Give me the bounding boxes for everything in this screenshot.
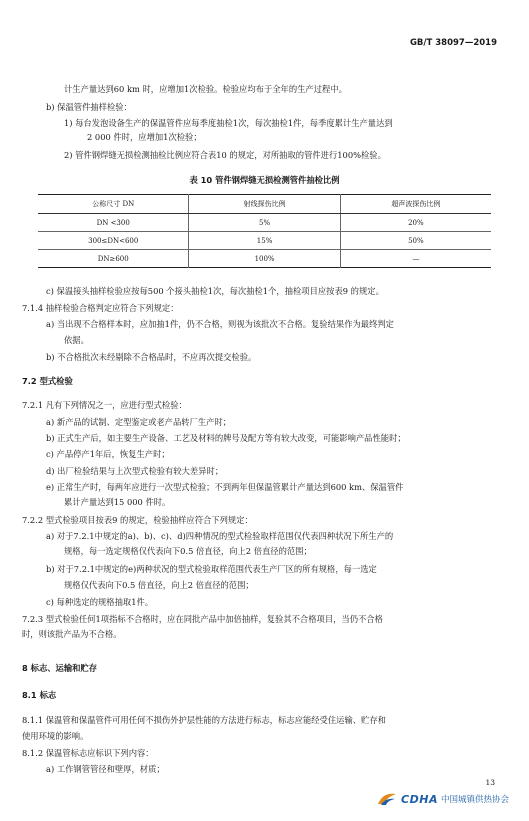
organization-name: 中国城镇供热协会 — [440, 795, 509, 805]
table-cell: 300≤DN<600 — [38, 232, 189, 250]
clause-heading: 8.1.1 保温管和保温管件可用任何不损伤外护层性能的方法进行标志，标志应能经受住运输、贮存和 — [22, 715, 386, 725]
table-caption: 表 10 管件钢焊缝无损检测管件抽检比例 — [189, 175, 340, 185]
text-line: 时，则该批产品为不合格。 — [22, 629, 122, 639]
clause-heading: 7.2.3 型式检验任何1项指标不合格时，应在同批产品中加倍抽样，复验其不合格项目，当仍不合格 — [22, 614, 383, 624]
column-header: 射线探伤比例 — [189, 195, 340, 214]
section-heading: 8.1 标志 — [22, 690, 57, 700]
text-line: d) 出厂检验结果与上次型式检验有较大差异时； — [46, 466, 224, 476]
text-line: 规格仅代表向下0.5 倍直径，向上2 倍直径的范围； — [64, 580, 254, 590]
text-line: e) 正常生产时，每两年应进行一次型式检验；不到两年但保温管累计产量达到600 km、保温管件 — [46, 482, 404, 492]
association-logo — [376, 790, 509, 808]
table-cell: 100% — [189, 250, 340, 268]
flame-logo-icon — [376, 791, 398, 807]
clause-heading: 7.2.2 型式检验项目按表9 的规定，检验抽样应符合下列规定： — [22, 515, 253, 525]
text-line: 2) 管件钢焊缝无损检测抽检比例应符合表10 的规定，对所抽取的管件进行100%检验。 — [64, 150, 386, 160]
section-heading: 7.2 型式检验 — [22, 376, 73, 386]
text-line: c) 每种选定的规格抽取1件。 — [46, 597, 154, 607]
clause-heading: 7.2.1 凡有下列情况之一，应进行型式检验： — [22, 400, 187, 410]
text-line: a) 新产品的试制、定型鉴定或老产品转厂生产时； — [46, 417, 232, 427]
text-line: b) 正式生产后，如主要生产设备、工艺及材料的牌号及配方等有较大改变，可能影响产品性能时； — [46, 433, 406, 443]
text-line: 计生产量达到60 km 时，应增加1次检验。检验应均布于全年的生产过程中。 — [64, 84, 347, 94]
table-row — [38, 232, 491, 250]
text-line: c) 保温接头抽样检验应按每500 个接头抽检1次，每次抽检1个，抽检项目应按表9 的规定。 — [46, 286, 384, 296]
text-line: 1) 每台发泡设备生产的保温管件应每季度抽检1次，每次抽检1件，每季度累计生产量达到 — [64, 118, 393, 128]
table-cell: 50% — [340, 232, 491, 250]
table-cell: 5% — [189, 214, 340, 232]
column-header: 超声波探伤比例 — [340, 195, 491, 214]
text-line: 使用环境的影响。 — [22, 731, 89, 741]
text-line: b) 对于7.2.1中规定的e)两种状况的型式检验取样范围代表生产厂区的所有规格，每一选定 — [46, 564, 377, 574]
page-number: 13 — [485, 778, 495, 787]
text-line: b) 保温管件抽样检验： — [46, 102, 132, 112]
text-line: c) 产品停产1年后，恢复生产时； — [46, 449, 170, 459]
table-row — [38, 250, 491, 268]
text-line: 累计产量达到15 000 件时。 — [64, 497, 171, 507]
table-cell: 20% — [340, 214, 491, 232]
table-cell: 15% — [189, 232, 340, 250]
table-row — [38, 214, 491, 232]
sampling-ratio-table — [38, 194, 491, 268]
table-cell: — — [340, 250, 491, 268]
column-header: 公称尺寸 DN — [38, 195, 189, 214]
section-heading: 8 标志、运输和贮存 — [22, 663, 98, 673]
text-line: a) 对于7.2.1中规定的a)、b)、c)、d)四种情况的型式检验取样范围仅代表四种状况下所生产的 — [46, 531, 394, 541]
clause-heading: 8.1.2 保温管标志应标识下列内容： — [22, 748, 154, 758]
text-line: a) 工作钢管管径和壁厚，材质； — [46, 764, 165, 774]
text-line: 依据。 — [64, 335, 89, 345]
logo-mark: CDHA — [401, 792, 438, 806]
text-line: a) 当出现不合格样本时，应加抽1件，仍不合格，则视为该批次不合格。复验结果作为最终判定 — [46, 319, 394, 329]
table-cell: DN <300 — [38, 214, 189, 232]
standard-code-header: GB/T 38097—2019 — [409, 38, 497, 48]
text-line: 2 000 件时，应增加1次检验； — [87, 132, 202, 142]
table-cell: DN≥600 — [97, 254, 129, 263]
text-line: 规格，每一选定规格仅代表向下0.5 倍直径，向上2 倍直径的范围； — [64, 546, 312, 556]
clause-heading: 7.1.4 抽样检验合格判定应符合下列规定： — [22, 303, 179, 313]
text-line: b) 不合格批次未经剔除不合格品时，不应再次提交检验。 — [46, 352, 257, 362]
